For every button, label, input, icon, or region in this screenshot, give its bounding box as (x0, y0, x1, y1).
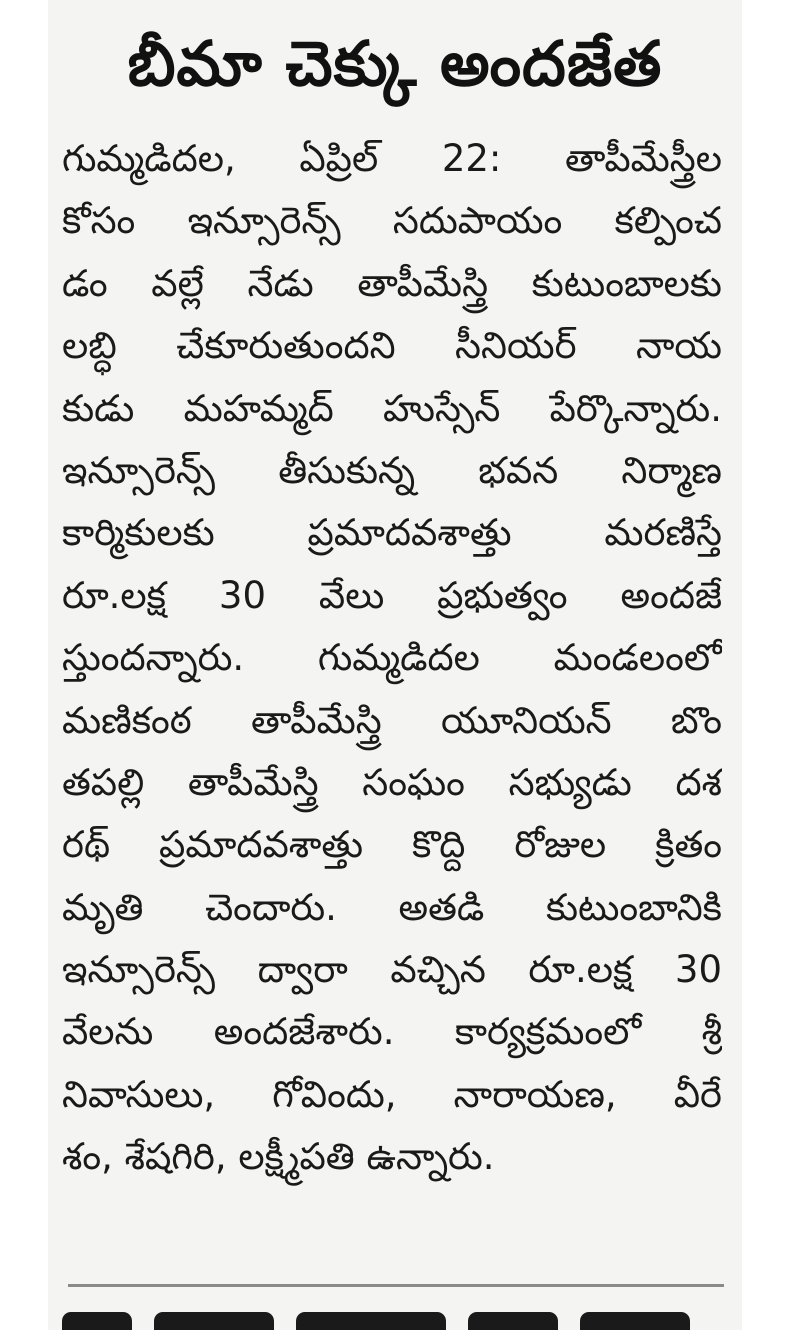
article-headline: బీమా చెక్కు అందజేత (127, 27, 663, 100)
next-headline-fragment (62, 1312, 722, 1330)
article-line: గుమ్మడిదల, ఏప్రిల్ 22: తాపీమేస్త్రీల (62, 137, 722, 180)
article-line: మణికంఠ తాపీమేస్త్రి యూనియన్ బొం (62, 698, 722, 742)
article-line: వేలను అందజేశారు. కార్యక్రమంలో శ్రీ (62, 1010, 722, 1054)
article-line: ఇన్సూరెన్స్ ద్వారా వచ్చిన రూ.లక్ష 30 (62, 948, 722, 992)
article-line: స్తుందన్నారు. గుమ్మడిదల మండలంలో (62, 636, 722, 680)
article-body (62, 128, 722, 1189)
article-line: రథ్ ప్రమాదవశాత్తు కొద్ది రోజుల క్రితం (62, 823, 722, 867)
article-line: రూ.లక్ష 30 వేలు ప్రభుత్వం అందజే (62, 573, 722, 617)
article-line: తపల్లి తాపీమేస్త్రి సంఘం సభ్యుడు దశ (62, 760, 722, 804)
article-line: డం వల్లే నేడు తాపీమేస్త్రి కుటుంబాలకు (62, 261, 722, 305)
article-line: శం, శేషగిరి, లక్ష్మీపతి ఉన్నారు. (62, 1135, 495, 1179)
article-line: మృతి చెందారు. అతడి కుటుంబానికి (62, 885, 722, 929)
article-line: లబ్ధి చేకూరుతుందని సీనియర్ నాయ (62, 324, 722, 368)
article-line: కోసం ఇన్సూరెన్స్ సదుపాయం కల్పించ (62, 199, 722, 243)
column-divider (68, 1284, 724, 1287)
article-line: కార్మికులకు ప్రమాదవశాత్తు మరణిస్తే (62, 511, 722, 555)
article-line: ఇన్సూరెన్స్ తీసుకున్న భవన నిర్మాణ (62, 448, 722, 492)
article-line: కుడు మహమ్మద్ హుస్సేన్ పేర్కొన్నారు. (62, 386, 722, 430)
article-line: నివాసులు, గోవిందు, నారాయణ, వీరే (62, 1072, 722, 1116)
